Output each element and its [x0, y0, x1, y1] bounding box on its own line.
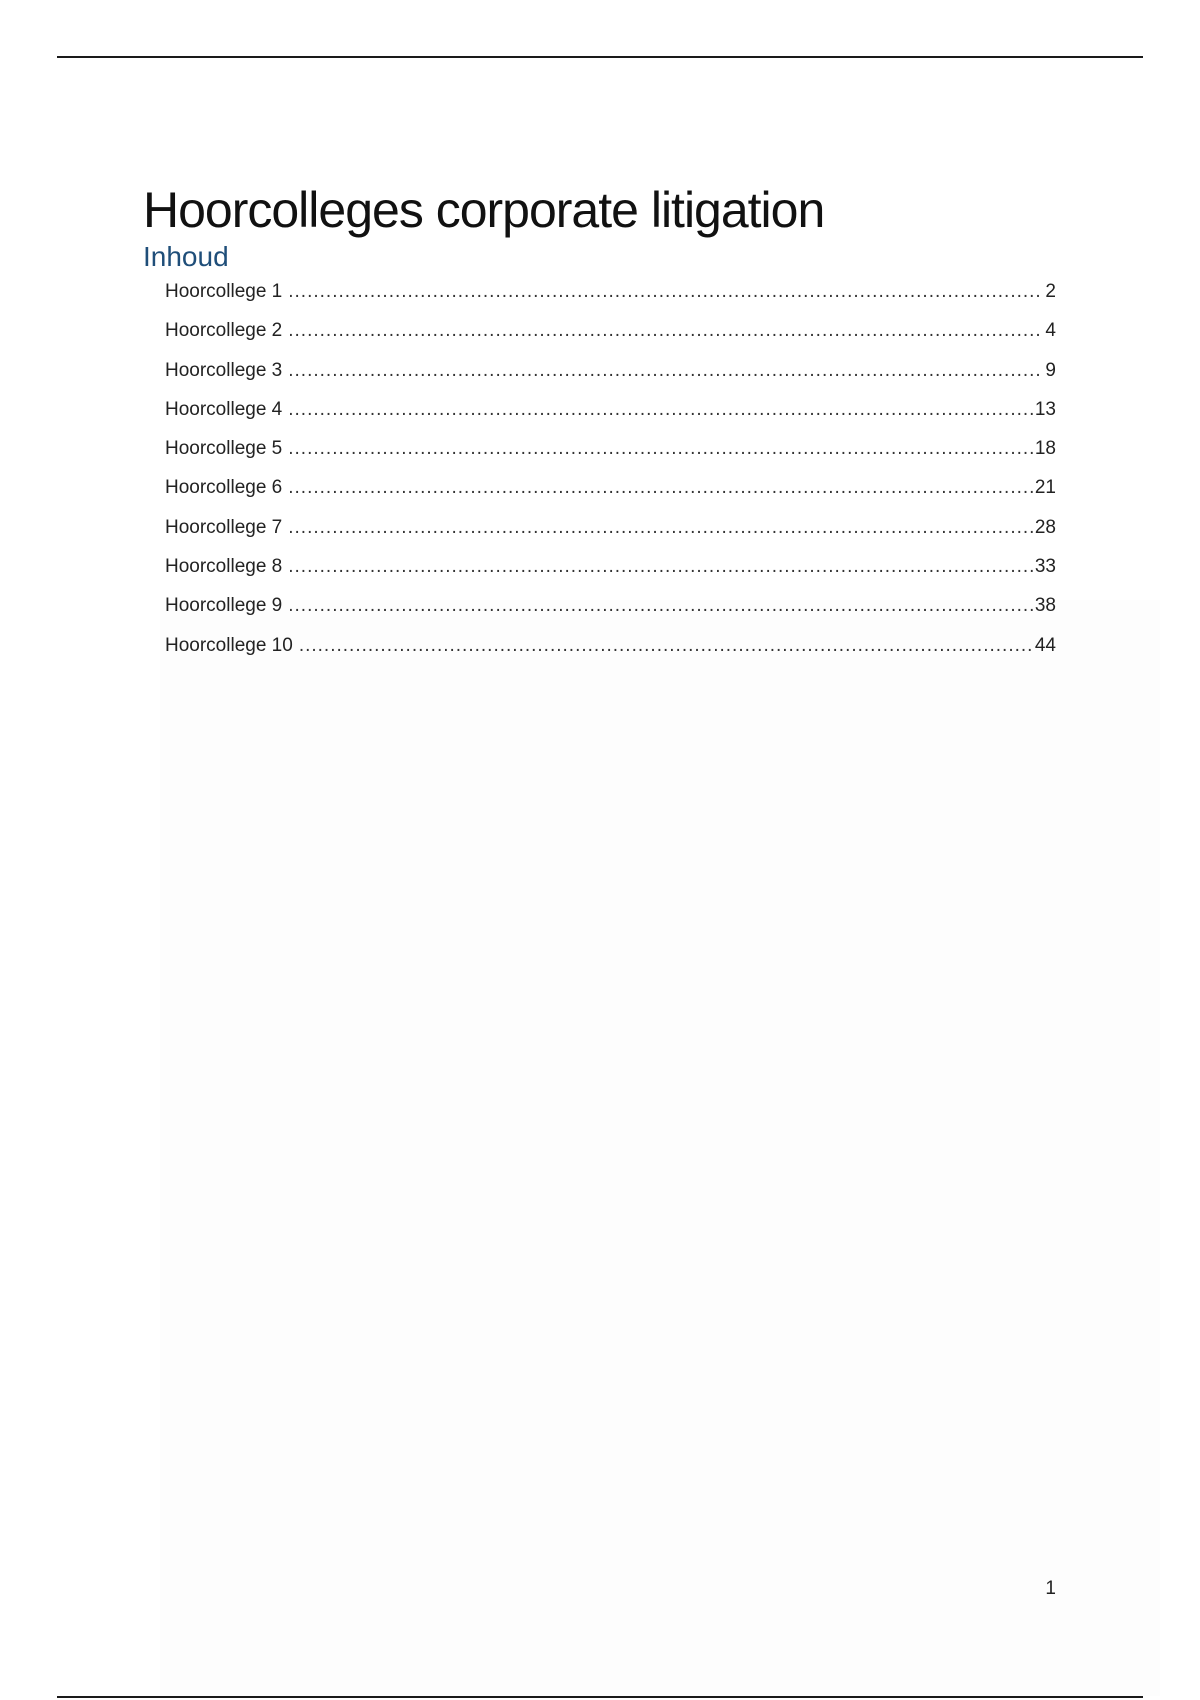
table-of-contents [165, 278, 1056, 671]
toc-entry-hoorcollege-6[interactable] [165, 474, 1056, 513]
bottom-border-rule [57, 1696, 1143, 1698]
toc-entry-hoorcollege-9[interactable] [165, 592, 1056, 631]
toc-dot-leader [288, 514, 1033, 542]
toc-dot-leader [288, 278, 1043, 306]
toc-entry-label: Hoorcollege 3 [165, 359, 283, 381]
toc-dot-leader [288, 317, 1043, 345]
toc-dot-leader [288, 592, 1033, 620]
document-title: Hoorcolleges corporate litigation [143, 181, 825, 238]
toc-entry-hoorcollege-2[interactable] [165, 317, 1056, 356]
toc-entry-label: Hoorcollege 10 [165, 634, 293, 656]
toc-entry-page: 18 [1034, 438, 1056, 460]
toc-entry-label: Hoorcollege 4 [165, 398, 283, 420]
toc-dot-leader [288, 357, 1043, 385]
toc-dot-leader [288, 396, 1033, 424]
toc-entry-page: 44 [1034, 634, 1056, 656]
toc-entry-hoorcollege-4[interactable] [165, 396, 1056, 435]
top-border-rule [57, 56, 1143, 58]
toc-entry-hoorcollege-10[interactable] [165, 632, 1056, 671]
toc-dot-leader [288, 435, 1033, 463]
toc-entry-page: 2 [1045, 281, 1056, 302]
toc-entry-label: Hoorcollege 5 [165, 438, 283, 460]
toc-entry-label: Hoorcollege 1 [165, 281, 283, 302]
toc-entry-page: 13 [1034, 398, 1056, 420]
toc-entry-page: 4 [1045, 320, 1056, 342]
toc-entry-page: 33 [1034, 556, 1056, 578]
toc-entry-page: 21 [1034, 477, 1056, 499]
toc-entry-hoorcollege-3[interactable] [165, 357, 1056, 396]
toc-entry-hoorcollege-5[interactable] [165, 435, 1056, 474]
page-background [160, 600, 1160, 1696]
toc-entry-page: 38 [1034, 595, 1056, 617]
toc-heading: Inhoud [143, 241, 229, 272]
toc-dot-leader [288, 553, 1033, 581]
toc-entry-label: Hoorcollege 9 [165, 595, 283, 617]
toc-entry-hoorcollege-8[interactable] [165, 553, 1056, 592]
page-number: 1 [1045, 1578, 1056, 1599]
toc-entry-page: 28 [1034, 516, 1056, 538]
toc-entry-label: Hoorcollege 6 [165, 477, 283, 499]
toc-entry-label: Hoorcollege 2 [165, 320, 283, 342]
toc-entry-label: Hoorcollege 8 [165, 556, 283, 578]
toc-dot-leader [299, 632, 1033, 660]
toc-entry-label: Hoorcollege 7 [165, 516, 283, 538]
toc-dot-leader [288, 474, 1033, 502]
toc-entry-hoorcollege-7[interactable] [165, 514, 1056, 553]
toc-entry-hoorcollege-1[interactable] [165, 278, 1056, 317]
toc-entry-page: 9 [1045, 359, 1056, 381]
